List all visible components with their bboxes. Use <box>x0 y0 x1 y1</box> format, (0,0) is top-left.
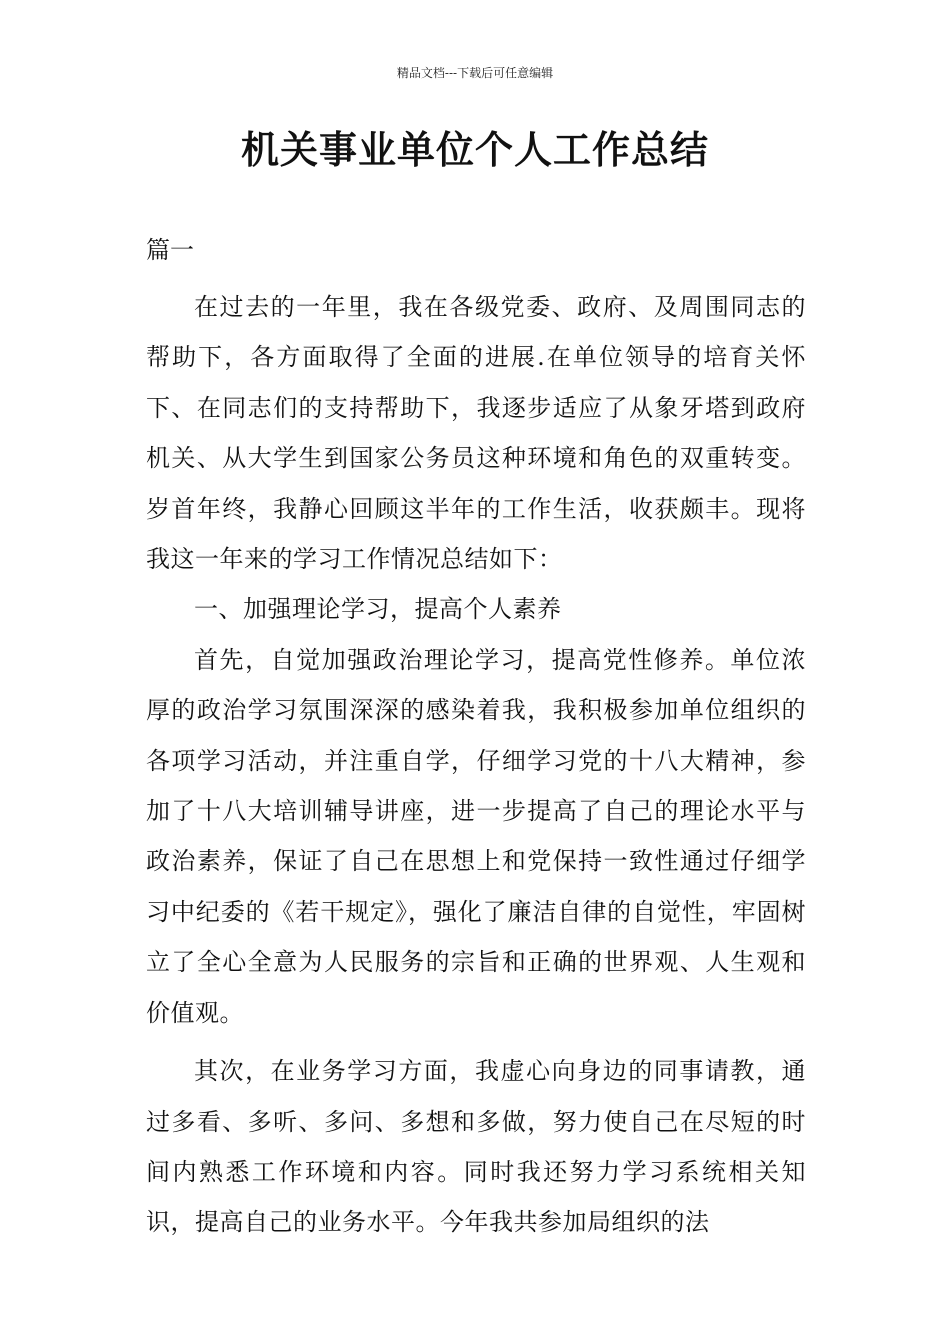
document-body <box>146 282 806 1248</box>
body-paragraph: 其次，在业务学习方面，我虚心向身边的同事请教，通过多看、多听、多问、多想和多做，努力使自己在尽短的时间内熟悉工作环境和内容。同时我还努力学习系统相关知识，提高自己的业务水平。今年我共参加局组织的法 <box>146 1057 806 1237</box>
header-note: 精品文档---下载后可任意编辑 <box>396 66 554 80</box>
body-paragraph: 在过去的一年里，我在各级党委、政府、及周围同志的帮助下，各方面取得了全面的进展.在单位领导的培育关怀下、在同志们的支持帮助下，我逐步适应了从象牙塔到政府机关、从大学生到国家公务员这种环境和角色的双重转变。岁首年终，我静心回顾这半年的工作生活，收获颇丰。现将我这一年来的学习工作情况总结如下： <box>146 293 806 574</box>
document-title: 机关事业单位个人工作总结 <box>240 128 709 172</box>
section-heading: 一、加强理论学习，提高个人素养 <box>194 595 562 624</box>
section-label: 篇一 <box>146 236 194 264</box>
body-paragraph: 首先，自觉加强政治理论学习，提高党性修养。单位浓厚的政治学习氛围深深的感染着我，我积极参加单位组织的各项学习活动，并注重自学，仔细学习党的十八大精神，参加了十八大培训辅导讲座，进一步提高了自己的理论水平与政治素养，保证了自己在思想上和党保持一致性通过仔细学习中纪委的《若干规定》，强化了廉洁自律的自觉性，牢固树立了全心全意为人民服务的宗旨和正确的世界观、人生观和价值观。 <box>146 645 806 1027</box>
